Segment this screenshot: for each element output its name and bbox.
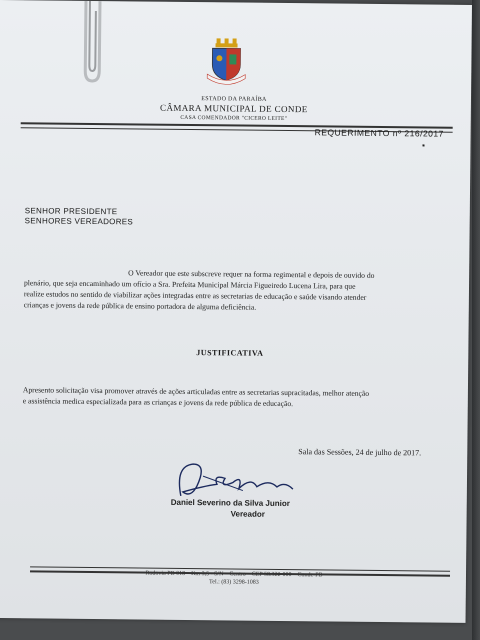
header-house: CASA COMENDADOR "CICERO LEITE" [180,114,288,123]
request-paragraph [24,266,452,314]
footer-phone: Tel.: (83) 3298-1083 [209,579,259,586]
municipal-crest-icon [206,38,247,86]
header-chamber: CÂMARA MUNICIPAL DE CONDE [160,102,308,115]
footer-address: Rodovia PB 018 – Km 3,5 - S/N – Centro – CEP 58.322-000 – Conde-PB [145,570,323,579]
salutation-president: SENHOR PRESIDENTE [24,206,118,217]
paper-clip-icon [81,1,104,85]
request-line: plenário, que seja encaminhado um ofício a Sra. Prefeita Municipal Márcia Figueiredo Lucena Lira, para que [23,278,356,291]
request-line: crianças e jovens da rede pública de ensino portadora de alguma deficiência. [23,300,257,312]
justification-line: e assistência medica especializada para as crianças e jovens da rede pública de educação. [22,396,294,409]
session-date: Sala das Sessões, 24 de julho de 2017. [298,447,422,458]
justification-paragraph [23,384,451,410]
request-line: realize estudos no sentido de viabilizar ações integradas entre as secretarias de educação e saúde visando atender [23,289,367,302]
justification-line: Apresento solicitação visa promover através de ações articuladas entre as secretarias supracitadas, melhor atenção [22,385,370,398]
signer-role: Vereador [230,509,265,519]
justification-title: JUSTIFICATIVA [196,348,264,358]
request-line: O Vereador que este subscreve requer na forma regimental e depois de ouvido do [128,268,375,280]
request-number: REQUERIMENTO nº 216/2017 [314,127,444,139]
signer-name: Daniel Severino da Silva Junior [170,497,290,509]
desk-edge [472,0,480,640]
salutation-councilors: SENHORES VEREADORES [24,216,134,227]
ink-dot [422,144,424,146]
header-state: ESTADO DA PARAÍBA [201,96,267,103]
